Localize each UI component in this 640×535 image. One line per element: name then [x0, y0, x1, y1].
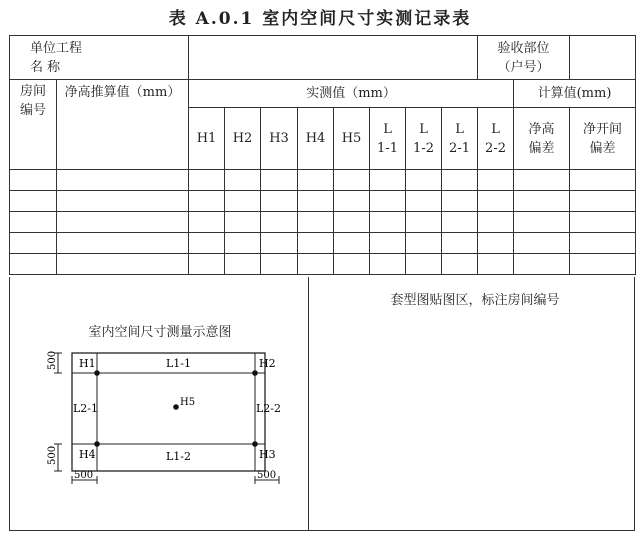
col-h2: H2: [225, 108, 261, 170]
table-cell[interactable]: [406, 233, 442, 254]
table-cell[interactable]: [370, 170, 406, 191]
table-cell[interactable]: [189, 191, 225, 212]
label-h1: H1: [79, 357, 96, 370]
label-h3: H3: [259, 448, 276, 461]
table-cell[interactable]: [406, 191, 442, 212]
table-cell[interactable]: [298, 212, 334, 233]
table-cell[interactable]: [10, 191, 57, 212]
table-cell[interactable]: [225, 233, 261, 254]
section-divider: [308, 277, 309, 531]
table-cell[interactable]: [261, 170, 298, 191]
table-cell[interactable]: [570, 191, 636, 212]
table-cell[interactable]: [570, 170, 636, 191]
table-cell[interactable]: [370, 212, 406, 233]
col-l11: L 1-1: [370, 108, 406, 170]
col-h5: H5: [334, 108, 370, 170]
table-cell[interactable]: [225, 254, 261, 275]
table-cell[interactable]: [298, 254, 334, 275]
table-row: [10, 233, 636, 254]
dim-left-top: 500: [47, 350, 58, 370]
label-h2: H2: [259, 357, 276, 370]
table-cell[interactable]: [189, 233, 225, 254]
table-cell[interactable]: [57, 212, 189, 233]
table-cell[interactable]: [57, 254, 189, 275]
table-cell[interactable]: [478, 170, 514, 191]
table-cell[interactable]: [189, 170, 225, 191]
table-cell[interactable]: [370, 233, 406, 254]
measured-header: 实测值（mm）: [189, 80, 514, 108]
table-cell[interactable]: [406, 170, 442, 191]
table-cell[interactable]: [370, 191, 406, 212]
column-group-row: [10, 80, 636, 108]
table-cell[interactable]: [10, 233, 57, 254]
table-cell[interactable]: [189, 254, 225, 275]
point-h2: [252, 370, 258, 376]
point-h3: [252, 441, 258, 447]
table-cell[interactable]: [261, 212, 298, 233]
table-cell[interactable]: [478, 233, 514, 254]
col-l12: L 1-2: [406, 108, 442, 170]
table-cell[interactable]: [225, 212, 261, 233]
dim-bottom-right: 500: [257, 470, 277, 481]
table-cell[interactable]: [225, 191, 261, 212]
table-cell[interactable]: [514, 254, 570, 275]
table-cell[interactable]: [514, 233, 570, 254]
col-h4: H4: [298, 108, 334, 170]
table-cell[interactable]: [514, 191, 570, 212]
col-l22: L 2-2: [478, 108, 514, 170]
table-cell[interactable]: [514, 212, 570, 233]
label-l12: L1-2: [166, 450, 192, 463]
calculated-header: 计算值(mm): [514, 80, 636, 108]
table-row: [10, 170, 636, 191]
unit-project-value[interactable]: [189, 36, 478, 80]
col-h1: H1: [189, 108, 225, 170]
paste-area-note: 套型图贴图区，标注房间编号: [390, 293, 560, 308]
table-cell[interactable]: [370, 254, 406, 275]
col-width-dev: 净开间 偏差: [570, 108, 636, 170]
table-cell[interactable]: [334, 254, 370, 275]
table-cell[interactable]: [334, 170, 370, 191]
table-cell[interactable]: [57, 191, 189, 212]
record-table: [9, 35, 636, 275]
table-cell[interactable]: [57, 170, 189, 191]
header-row: [10, 36, 636, 80]
label-l11: L1-1: [166, 357, 192, 370]
table-cell[interactable]: [10, 254, 57, 275]
table-cell[interactable]: [225, 170, 261, 191]
table-cell[interactable]: [334, 212, 370, 233]
table-cell[interactable]: [261, 233, 298, 254]
table-cell[interactable]: [298, 191, 334, 212]
table-cell[interactable]: [261, 254, 298, 275]
room-no-header: 房间 编号: [10, 80, 57, 170]
table-cell[interactable]: [442, 170, 478, 191]
diagram-title: 室内空间尺寸测量示意图: [88, 325, 232, 340]
acceptance-label: 验收部位 （户号）: [478, 36, 570, 80]
table-cell[interactable]: [334, 233, 370, 254]
table-cell[interactable]: [478, 254, 514, 275]
unit-project-label: 单位工程 名 称: [10, 36, 189, 80]
table-cell[interactable]: [514, 170, 570, 191]
table-cell[interactable]: [406, 212, 442, 233]
table-cell[interactable]: [189, 212, 225, 233]
dim-bottom-left: 500: [74, 470, 94, 481]
dim-left-bottom: 500: [47, 445, 58, 465]
label-l22: L2-2: [256, 402, 282, 415]
table-cell[interactable]: [442, 254, 478, 275]
table-row: [10, 212, 636, 233]
label-h5: H5: [180, 397, 196, 408]
table-cell[interactable]: [298, 170, 334, 191]
label-h4: H4: [79, 448, 96, 461]
table-cell[interactable]: [478, 212, 514, 233]
table-row: [10, 254, 636, 275]
table-cell[interactable]: [442, 233, 478, 254]
acceptance-value[interactable]: [570, 36, 636, 80]
label-l21: L2-1: [73, 402, 99, 415]
table-cell[interactable]: [570, 212, 636, 233]
col-height-dev: 净高 偏差: [514, 108, 570, 170]
point-h5: [173, 404, 179, 410]
lower-section: [9, 277, 635, 531]
col-l21: L 2-1: [442, 108, 478, 170]
table-cell[interactable]: [478, 191, 514, 212]
point-h1: [94, 370, 100, 376]
table-cell[interactable]: [570, 233, 636, 254]
table-cell[interactable]: [334, 191, 370, 212]
table-cell[interactable]: [570, 254, 636, 275]
table-row: [10, 191, 636, 212]
table-cell[interactable]: [10, 170, 57, 191]
table-cell[interactable]: [442, 191, 478, 212]
table-cell[interactable]: [298, 233, 334, 254]
table-cell[interactable]: [442, 212, 478, 233]
clear-height-est-header: 净高推算值（mm）: [57, 80, 189, 170]
table-cell[interactable]: [57, 233, 189, 254]
point-h4: [94, 441, 100, 447]
form-title: 表 A.0.1 室内空间尺寸实测记录表: [168, 9, 472, 29]
col-h3: H3: [261, 108, 298, 170]
measurement-diagram: [36, 348, 286, 493]
table-cell[interactable]: [261, 191, 298, 212]
table-cell[interactable]: [406, 254, 442, 275]
table-cell[interactable]: [10, 212, 57, 233]
